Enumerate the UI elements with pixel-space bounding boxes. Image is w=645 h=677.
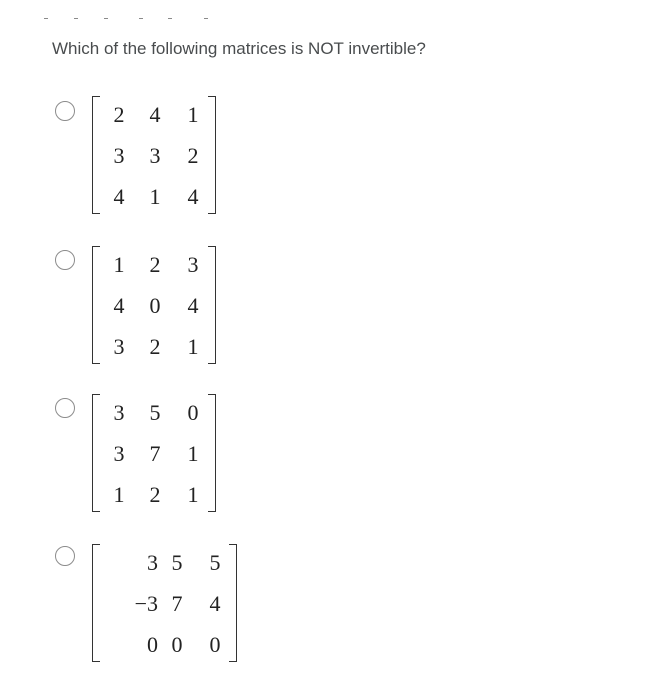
matrix-cell: 7 <box>171 591 183 616</box>
matrix-cell: 4 <box>187 184 199 209</box>
matrix-cell: 1 <box>113 252 125 277</box>
matrix-cell: 3 <box>149 143 161 168</box>
matrix-cell: 2 <box>149 334 161 359</box>
matrix-cell: 5 <box>209 550 221 575</box>
matrix-2 <box>92 246 216 364</box>
matrix-cell: 0 <box>171 632 183 657</box>
matrix-3 <box>92 394 216 512</box>
left-bracket <box>92 246 100 364</box>
matrix-cell: 1 <box>187 334 199 359</box>
matrix-cell: 1 <box>187 441 199 466</box>
matrix-cell: 0 <box>209 632 221 657</box>
right-bracket <box>208 96 216 214</box>
matrix-cell: 7 <box>149 441 161 466</box>
matrix-cell: 0 <box>149 293 161 318</box>
matrix-cell: 5 <box>171 550 183 575</box>
matrix-cell: 3 <box>113 143 125 168</box>
right-bracket <box>208 246 216 364</box>
matrix-cell: 1 <box>113 482 125 507</box>
matrix-cell: 2 <box>149 252 161 277</box>
right-bracket <box>208 394 216 512</box>
matrix-cell: 4 <box>113 293 125 318</box>
left-bracket <box>92 544 100 662</box>
question-text: Which of the following matrices is NOT invertible? <box>52 39 426 58</box>
matrix-cell: 4 <box>187 293 199 318</box>
matrix-cell: 1 <box>149 184 161 209</box>
matrix-cell: 3 <box>147 550 158 575</box>
matrix-cell: 0 <box>187 400 199 425</box>
radio-button-3[interactable] <box>55 398 75 418</box>
matrix-4 <box>92 544 237 662</box>
radio-button-1[interactable] <box>55 101 75 121</box>
left-bracket <box>92 394 100 512</box>
cropped-previous-text <box>44 6 224 20</box>
matrix-cell: 3 <box>113 334 125 359</box>
matrix-cell: 2 <box>149 482 161 507</box>
matrix-cell: 3 <box>187 252 199 277</box>
matrix-cell: 3 <box>113 441 125 466</box>
matrix-1 <box>92 96 216 214</box>
matrix-cell: 1 <box>187 102 199 127</box>
matrix-cell: 4 <box>113 184 125 209</box>
matrix-cell: −3 <box>134 591 158 616</box>
matrix-cell: 3 <box>113 400 125 425</box>
matrix-cell: 4 <box>209 591 221 616</box>
left-bracket <box>92 96 100 214</box>
matrix-cell: 4 <box>149 102 161 127</box>
matrix-cell: 0 <box>147 632 158 657</box>
matrix-cell: 2 <box>187 143 199 168</box>
radio-button-4[interactable] <box>55 546 75 566</box>
radio-button-2[interactable] <box>55 250 75 270</box>
matrix-cell: 5 <box>149 400 161 425</box>
right-bracket <box>229 544 237 662</box>
matrix-cell: 2 <box>113 102 125 127</box>
matrix-cell: 1 <box>187 482 199 507</box>
